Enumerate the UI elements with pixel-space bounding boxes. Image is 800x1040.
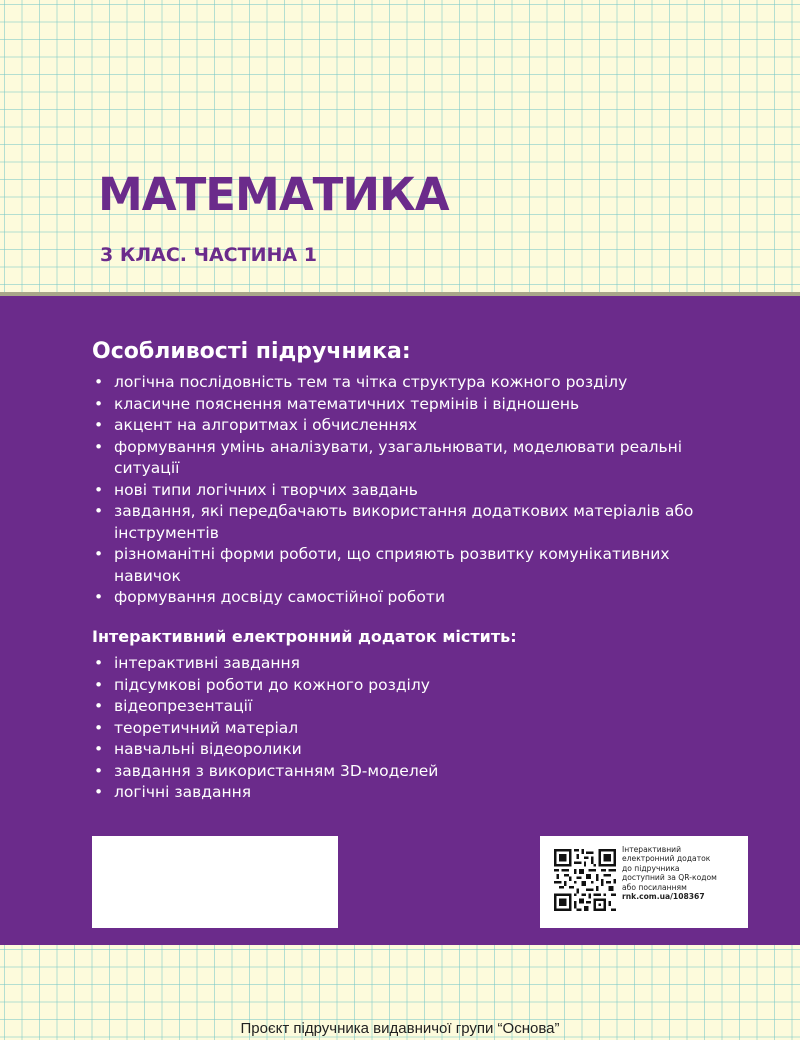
list-item: • відеопрезентації: [92, 696, 732, 718]
list-item: • навчальні відеоролики: [92, 739, 732, 761]
qr-caption-line: Інтерактивний: [622, 845, 682, 854]
list-item: • формування досвіду самостійної роботи: [92, 587, 732, 609]
list-item: • формування умінь аналізувати, узагальнювати, моделювати реальні ситуації: [92, 437, 732, 480]
addon-heading: Інтерактивний електронний додаток містить:: [92, 627, 517, 646]
qr-caption: [622, 845, 744, 901]
book-title: МАТЕМАТИКА: [98, 168, 449, 221]
qr-card: [540, 836, 748, 928]
qr-caption-line: до підручника: [622, 863, 680, 873]
book-subtitle: 3 КЛАС. ЧАСТИНА 1: [100, 244, 317, 266]
header-area: [0, 0, 800, 292]
features-heading: Особливості підручника:: [92, 339, 411, 364]
list-item: • класичне пояснення математичних термінів і відношень: [92, 394, 732, 416]
qr-caption-line: електронний додаток: [622, 854, 711, 864]
list-item: • завдання, які передбачають використання додаткових матеріалів або інструментів: [92, 501, 732, 544]
list-item: • різноманітні форми роботи, що сприяють розвитку комунікативних навичок: [92, 544, 732, 587]
qr-link[interactable]: rnk.com.ua/108367: [622, 892, 705, 902]
blank-label-box: [92, 836, 338, 928]
list-item: • теоретичний матеріал: [92, 718, 732, 740]
list-item: • акцент на алгоритмах і обчисленнях: [92, 415, 732, 437]
qr-caption-line: доступний за QR-кодом: [622, 873, 717, 883]
footer-publisher-note: Проєкт підручника видавничої групи “Основа”: [240, 1020, 560, 1037]
list-item: • нові типи логічних і творчих завдань: [92, 480, 732, 502]
list-item: • логічна послідовність тем та чітка структура кожного розділу: [92, 372, 732, 394]
list-item: • логічні завдання: [92, 782, 732, 804]
qr-caption-line: або посиланням: [622, 882, 687, 892]
qr-code-icon[interactable]: [554, 849, 616, 911]
list-item: • інтерактивні завдання: [92, 653, 732, 675]
addon-list: [92, 653, 732, 804]
features-list: [92, 372, 732, 609]
list-item: • підсумкові роботи до кожного розділу: [92, 675, 732, 697]
list-item: • завдання з використанням 3D-моделей: [92, 761, 732, 783]
